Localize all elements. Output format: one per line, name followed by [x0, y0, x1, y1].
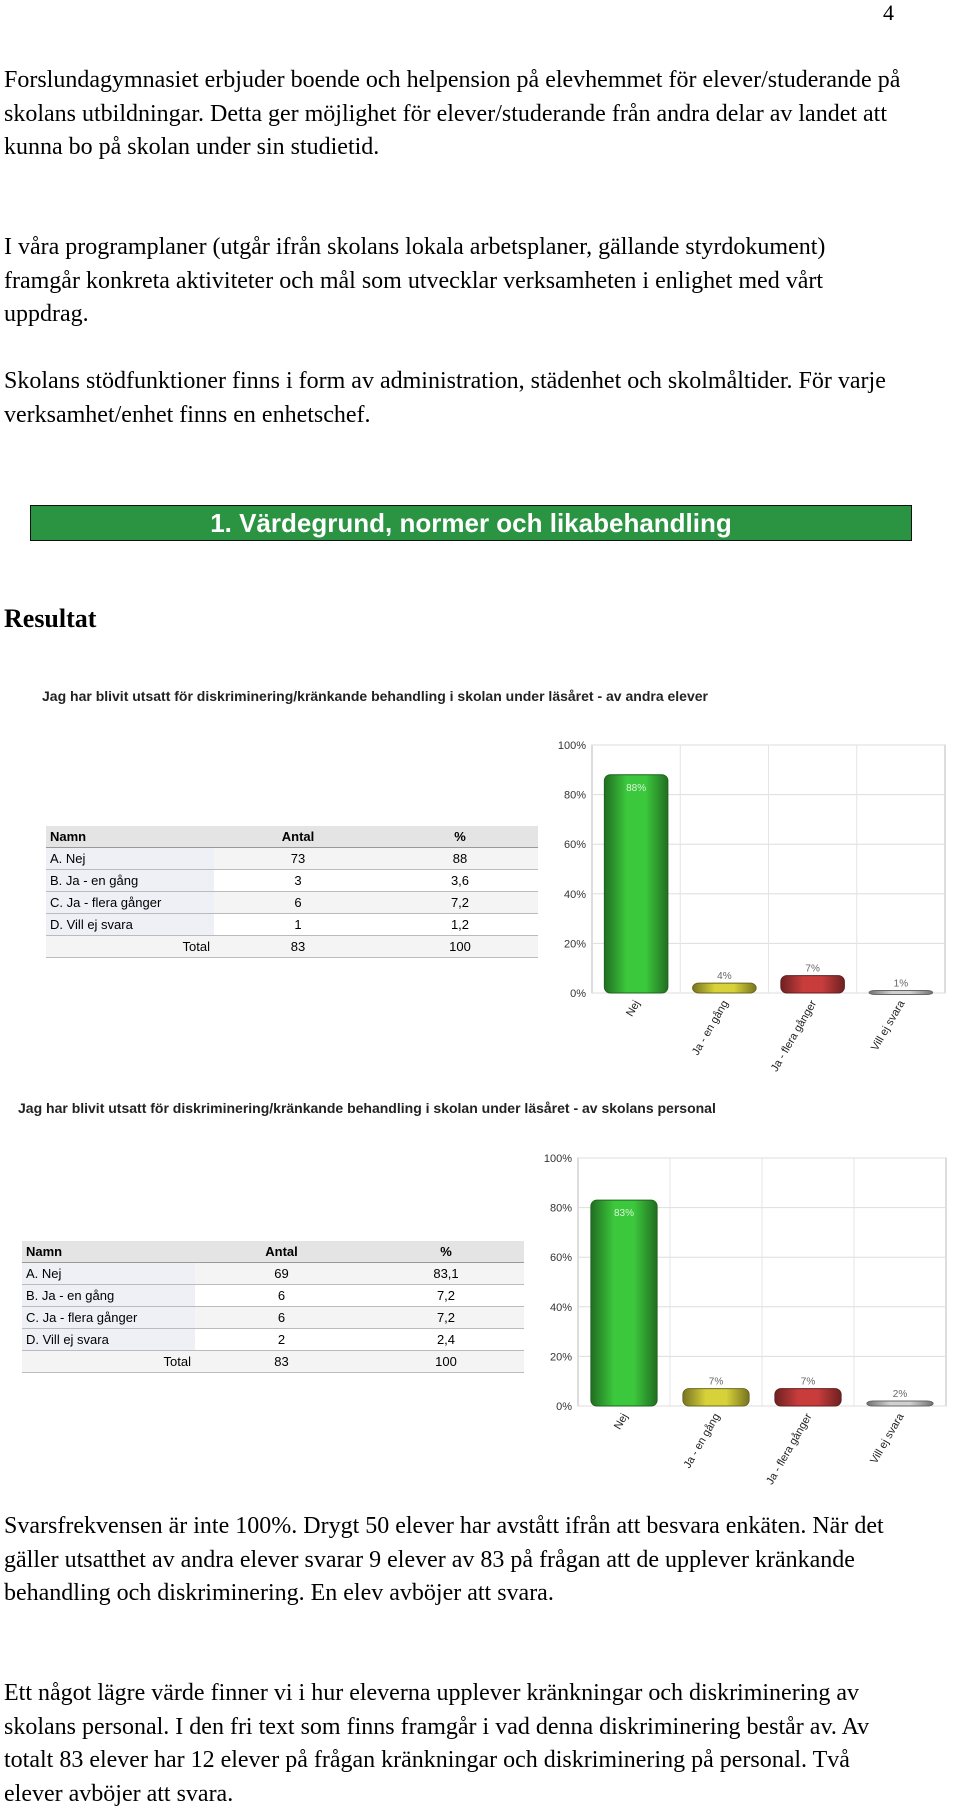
table-total-row — [22, 1351, 524, 1373]
y-tick-label: 20% — [549, 1351, 572, 1364]
row-percent: 3,6 — [382, 870, 538, 892]
conclusion-paragraph-1: Svarsfrekvensen är inte 100%. Drygt 50 elever har avstått ifrån att besvara enkäten. När det gäller utsatthet av andra elever svarar 9 elever av 83 på frågan att de upplever kränkande behandling och diskriminering. En elev avböjer att svara. — [4, 1513, 884, 1606]
row-label: A. Nej — [46, 848, 214, 870]
table-header-name: Namn — [46, 826, 214, 848]
chart-1-table — [46, 826, 538, 958]
row-percent: 88 — [382, 848, 538, 870]
x-category-label: Ja - flera gånger — [768, 998, 820, 1074]
total-label: Total — [46, 936, 214, 958]
x-category-label: Ja - en gång — [681, 1411, 723, 1471]
bar — [869, 991, 933, 995]
bar — [867, 1401, 933, 1406]
row-percent: 7,2 — [382, 892, 538, 914]
y-tick-label: 100% — [543, 1153, 572, 1165]
row-percent: 7,2 — [368, 1307, 524, 1329]
row-label: D. Vill ej svara — [46, 914, 214, 936]
table-total-row — [46, 936, 538, 958]
row-count: 3 — [214, 870, 382, 892]
y-tick-label: 40% — [549, 1301, 572, 1314]
bar — [683, 1389, 749, 1406]
row-count: 1 — [214, 914, 382, 936]
table-row — [46, 892, 538, 914]
row-percent: 1,2 — [382, 914, 538, 936]
row-count: 73 — [214, 848, 382, 870]
x-category-label: Vill ej svara — [868, 1411, 907, 1467]
row-label: B. Ja - en gång — [46, 870, 214, 892]
chart-2-table — [22, 1241, 524, 1373]
total-label: Total — [22, 1351, 195, 1373]
row-count: 69 — [195, 1263, 368, 1285]
table-row — [46, 914, 538, 936]
row-label: A. Nej — [22, 1263, 195, 1285]
bar-value-label: 4% — [717, 971, 732, 983]
table-header-name: Namn — [22, 1241, 195, 1263]
y-tick-label: 100% — [557, 740, 586, 752]
chart-2-bar-chart — [526, 1143, 951, 1503]
table-row — [22, 1285, 524, 1307]
x-category-label: Ja - flera gånger — [764, 1411, 815, 1487]
conclusion-paragraph-2: Ett något lägre värde finner vi i hur eleverna upplever kränkningar och diskriminering av skolans personal. I den fri text som finns framgår i vad denna diskriminering består av. Av totalt 83 elever har 12 elever på frågan kränkningar och diskriminering på personal. Två elever avböjer att svara. — [4, 1680, 870, 1807]
table-header-percent: % — [368, 1241, 524, 1263]
table-row — [22, 1307, 524, 1329]
y-tick-label: 0% — [570, 988, 586, 1000]
page-number: 4 — [883, 0, 894, 25]
total-percent: 100 — [382, 936, 538, 958]
intro-paragraph-3: Skolans stödfunktioner finns i form av administration, städenhet och skolmåltider. För varje verksamhet/enhet finns en enhetschef. — [4, 368, 886, 428]
y-tick-label: 60% — [563, 839, 586, 852]
x-category-label: Vill ej svara — [869, 998, 908, 1054]
table-row — [46, 848, 538, 870]
table-header-count: Antal — [214, 826, 382, 848]
bar-value-label: 83% — [613, 1208, 635, 1220]
row-label: C. Ja - flera gånger — [46, 892, 214, 914]
bar — [693, 983, 757, 993]
table-row — [46, 870, 538, 892]
y-tick-label: 80% — [549, 1202, 572, 1215]
row-count: 6 — [195, 1285, 368, 1307]
row-count: 6 — [195, 1307, 368, 1329]
bar — [591, 1200, 657, 1406]
bar-value-label: 7% — [708, 1376, 724, 1388]
bar-value-label: 7% — [800, 1376, 816, 1388]
y-tick-label: 80% — [563, 789, 586, 802]
total-percent: 100 — [368, 1351, 524, 1373]
bar — [775, 1389, 841, 1406]
y-tick-label: 0% — [556, 1401, 572, 1413]
total-count: 83 — [214, 936, 382, 958]
row-label: C. Ja - flera gånger — [22, 1307, 195, 1329]
bar — [781, 976, 845, 993]
table-header-percent: % — [382, 826, 538, 848]
bar — [604, 775, 668, 993]
bar-value-label: 1% — [893, 978, 909, 990]
row-percent: 83,1 — [368, 1263, 524, 1285]
bar-value-label: 88% — [626, 782, 647, 794]
y-tick-label: 20% — [563, 938, 586, 951]
intro-paragraph-1: Forslundagymnasiet erbjuder boende och helpension på elevhemmet för elever/studerande på skolans utbildningar. Detta ger möjlighet för elever/studerande från andra delar av landet att kunna bo på skolan under sin studietid. — [4, 67, 901, 160]
row-label: D. Vill ej svara — [22, 1329, 195, 1351]
row-count: 2 — [195, 1329, 368, 1351]
chart-1-bar-chart — [540, 730, 950, 1090]
table-header-count: Antal — [195, 1241, 368, 1263]
chart-1-title: Jag har blivit utsatt för diskriminering/kränkande behandling i skolan under läsåret - av andra elever — [42, 688, 708, 704]
x-category-label: Nej — [611, 1411, 631, 1432]
bar-value-label: 2% — [892, 1389, 908, 1401]
row-count: 6 — [214, 892, 382, 914]
intro-paragraph-2: I våra programplaner (utgår ifrån skolans lokala arbetsplaner, gällande styrdokument) framgår konkreta aktiviteter och mål som utvecklar verksamheten i enlighet med vårt uppdrag. — [4, 234, 826, 327]
row-label: B. Ja - en gång — [22, 1285, 195, 1307]
bar-value-label: 7% — [805, 963, 820, 975]
chart-2-title: Jag har blivit utsatt för diskriminering/kränkande behandling i skolan under läsåret - av skolans personal — [18, 1100, 716, 1116]
total-count: 83 — [195, 1351, 368, 1373]
table-row — [22, 1329, 524, 1351]
row-percent: 2,4 — [368, 1329, 524, 1351]
x-category-label: Nej — [624, 998, 643, 1019]
y-tick-label: 40% — [563, 888, 586, 901]
y-tick-label: 60% — [549, 1252, 572, 1265]
table-row — [22, 1263, 524, 1285]
section-banner: 1. Värdegrund, normer och likabehandling — [30, 505, 912, 541]
result-heading: Resultat — [4, 604, 97, 633]
row-percent: 7,2 — [368, 1285, 524, 1307]
x-category-label: Ja - en gång — [690, 998, 731, 1058]
